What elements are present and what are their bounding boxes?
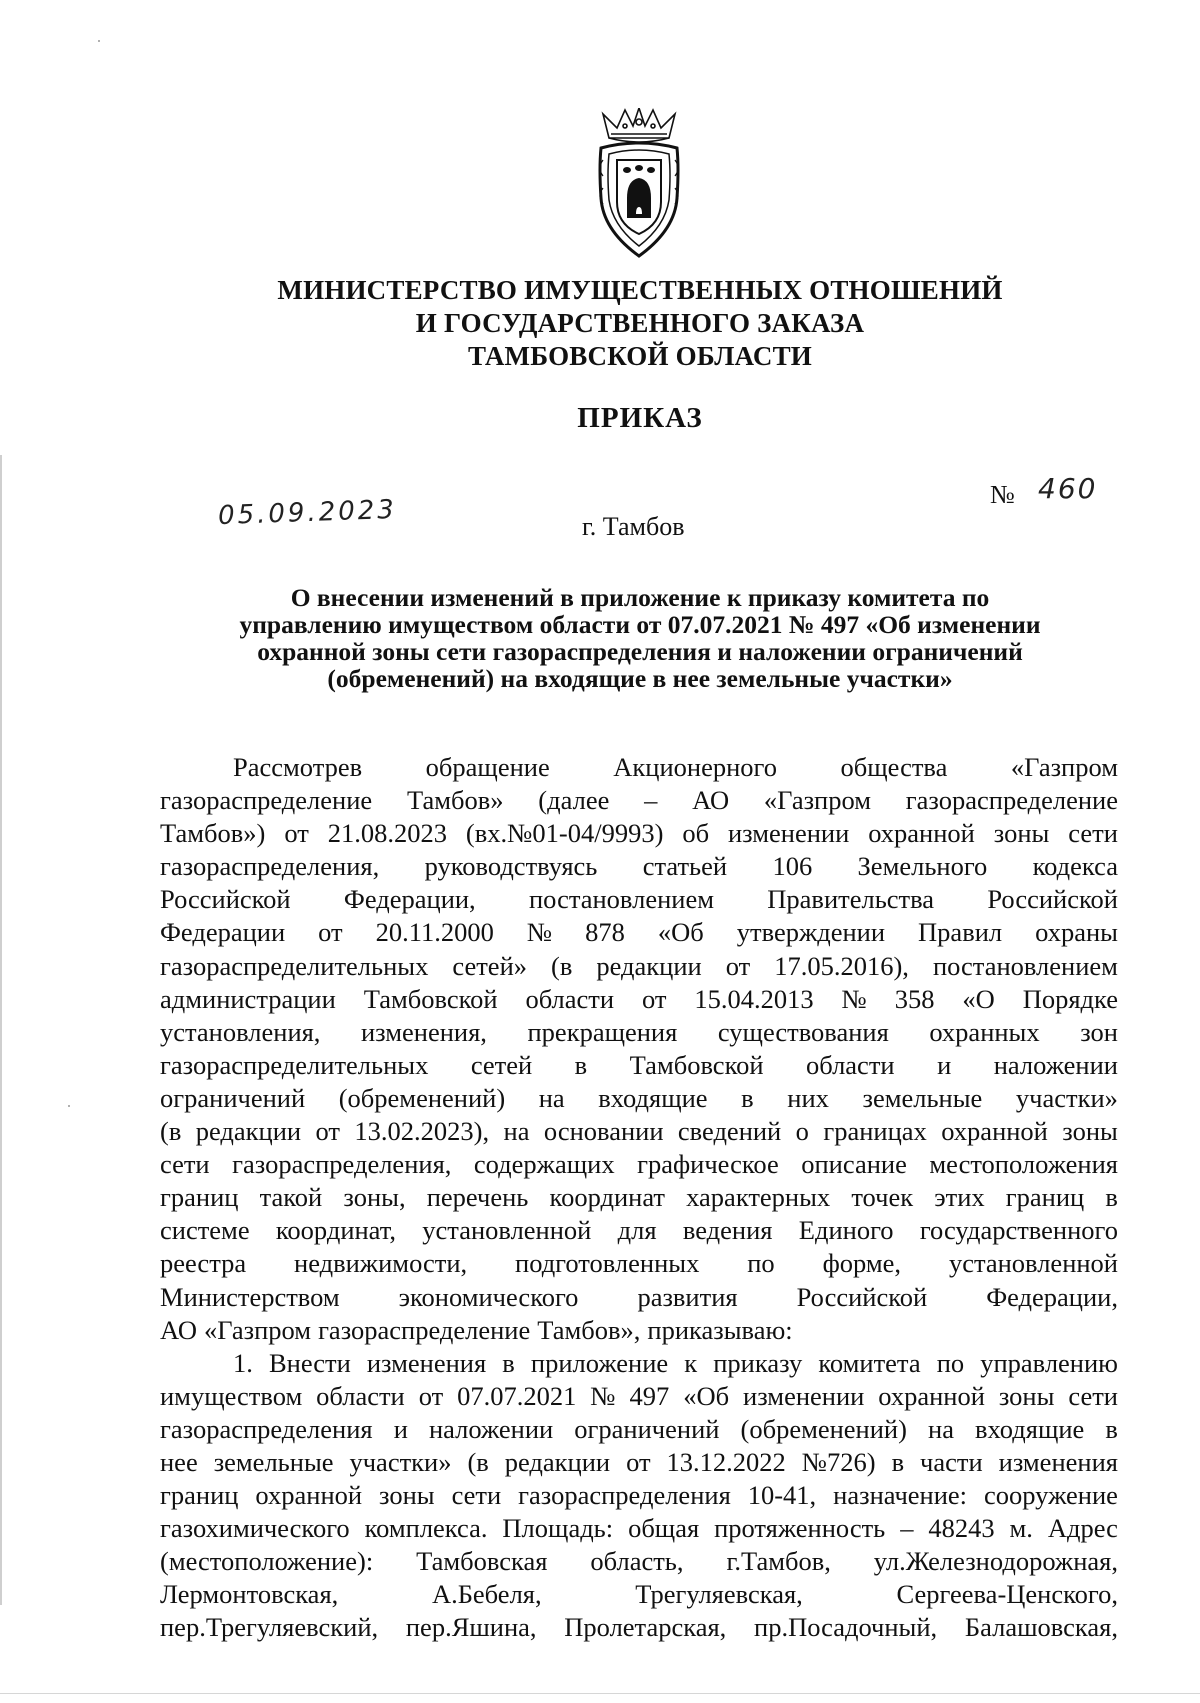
body-line: (местоположение): Тамбовская область, г.Тамбов, ул.Железнодорожная,	[160, 1546, 1118, 1577]
body-line: администрации Тамбовской области от 15.04.2013 № 358 «О Порядке	[160, 983, 1118, 1014]
body-line: Федерации от 20.11.2000 № 878 «Об утверждении Правил охраны	[160, 917, 1118, 948]
body-line: газораспределительных сетей» (в редакции от 17.05.2016), постановлением	[160, 950, 1118, 981]
body-line: АО «Газпром газораспределение Тамбов», приказываю:	[160, 1314, 793, 1345]
document-type-title: ПРИКАЗ	[577, 402, 703, 434]
body-line: Российской Федерации, постановлением Правительства Российской	[160, 884, 1118, 915]
body-line: газораспределения, руководствуясь статьей 106 Земельного кодекса	[160, 851, 1118, 882]
body-line: газораспределительных сетей в Тамбовской области и наложении	[160, 1049, 1118, 1080]
body-line: Министерством экономического развития Российской Федерации,	[160, 1281, 1118, 1312]
body-line: имуществом области от 07.07.2021 № 497 «Об изменении охранной зоны сети	[160, 1380, 1118, 1411]
body-line: ограничений (обременений) на входящие в них земельные участки»	[160, 1082, 1118, 1113]
body-line: сети газораспределения, содержащих графическое описание местоположения	[160, 1149, 1118, 1180]
body-line: границ такой зоны, перечень координат характерных точек этих границ в	[160, 1182, 1118, 1213]
body-line: установления, изменения, прекращения существования охранных зон	[160, 1016, 1118, 1047]
scan-margin-line	[0, 455, 2, 1605]
scan-speck	[68, 1105, 70, 1107]
document-subject	[160, 584, 1120, 692]
ministry-line: И ГОСУДАРСТВЕННОГО ЗАКАЗА	[415, 308, 865, 338]
subject-line: охранной зоны сети газораспределения и наложении ограничений	[257, 637, 1023, 666]
subject-line: О внесении изменений в приложение к приказу комитета по	[290, 583, 990, 612]
subject-line: управлению имуществом области от 07.07.2021 № 497 «Об изменении	[239, 610, 1041, 639]
document-body	[160, 751, 1118, 1645]
body-line: газораспределения и наложении ограничений (обременений) на входящие в	[160, 1413, 1118, 1444]
body-line: газохимического комплекса. Площадь: общая протяженность – 48243 м. Адрес	[160, 1513, 1118, 1544]
body-line: Тамбов») от 21.08.2023 (вх.№01-04/9993) об изменении охранной зоны сети	[160, 818, 1118, 849]
body-line: 1. Внести изменения в приложение к приказу комитета по управлению	[233, 1347, 1118, 1378]
handwritten-date: 05.09.2023	[217, 494, 398, 532]
number-sign: №	[990, 480, 1015, 509]
body-line: пер.Трегуляевский, пер.Яшина, Пролетарская, пр.Посадочный, Балашовская,	[160, 1612, 1118, 1643]
handwritten-number: 460	[1038, 472, 1098, 505]
ministry-name	[160, 274, 1120, 373]
body-line: (в редакции от 13.02.2023), на основании сведений о границах охранной зоны	[160, 1116, 1118, 1147]
ministry-line: ТАМБОВСКОЙ ОБЛАСТИ	[467, 341, 813, 371]
body-line: реестра недвижимости, подготовленных по форме, установленной	[160, 1248, 1118, 1279]
body-line: нее земельные участки» (в редакции от 13.12.2022 №726) в части изменения	[160, 1446, 1118, 1477]
subject-line: (обременений) на входящие в нее земельные участки»	[327, 664, 953, 693]
body-line: системе координат, установленной для ведения Единого государственного	[160, 1215, 1118, 1246]
body-line: границ охранной зоны сети газораспределения 10-41, назначение: сооружение	[160, 1480, 1118, 1511]
body-line: Лермонтовская, А.Бебеля, Трегуляевская, Сергеева-Ценского,	[160, 1579, 1118, 1610]
body-line: газораспределение Тамбов» (далее – АО «Газпром газораспределение	[160, 785, 1118, 816]
scan-speck	[98, 40, 100, 42]
scan-bottom-line	[0, 1693, 1200, 1694]
coat-of-arms-emblem	[595, 108, 683, 260]
body-line: Рассмотрев обращение Акционерного общества «Газпром	[233, 752, 1118, 782]
ministry-line: МИНИСТЕРСТВО ИМУЩЕСТВЕННЫХ ОТНОШЕНИЙ	[277, 275, 1003, 305]
document-city: г. Тамбов	[582, 512, 685, 541]
